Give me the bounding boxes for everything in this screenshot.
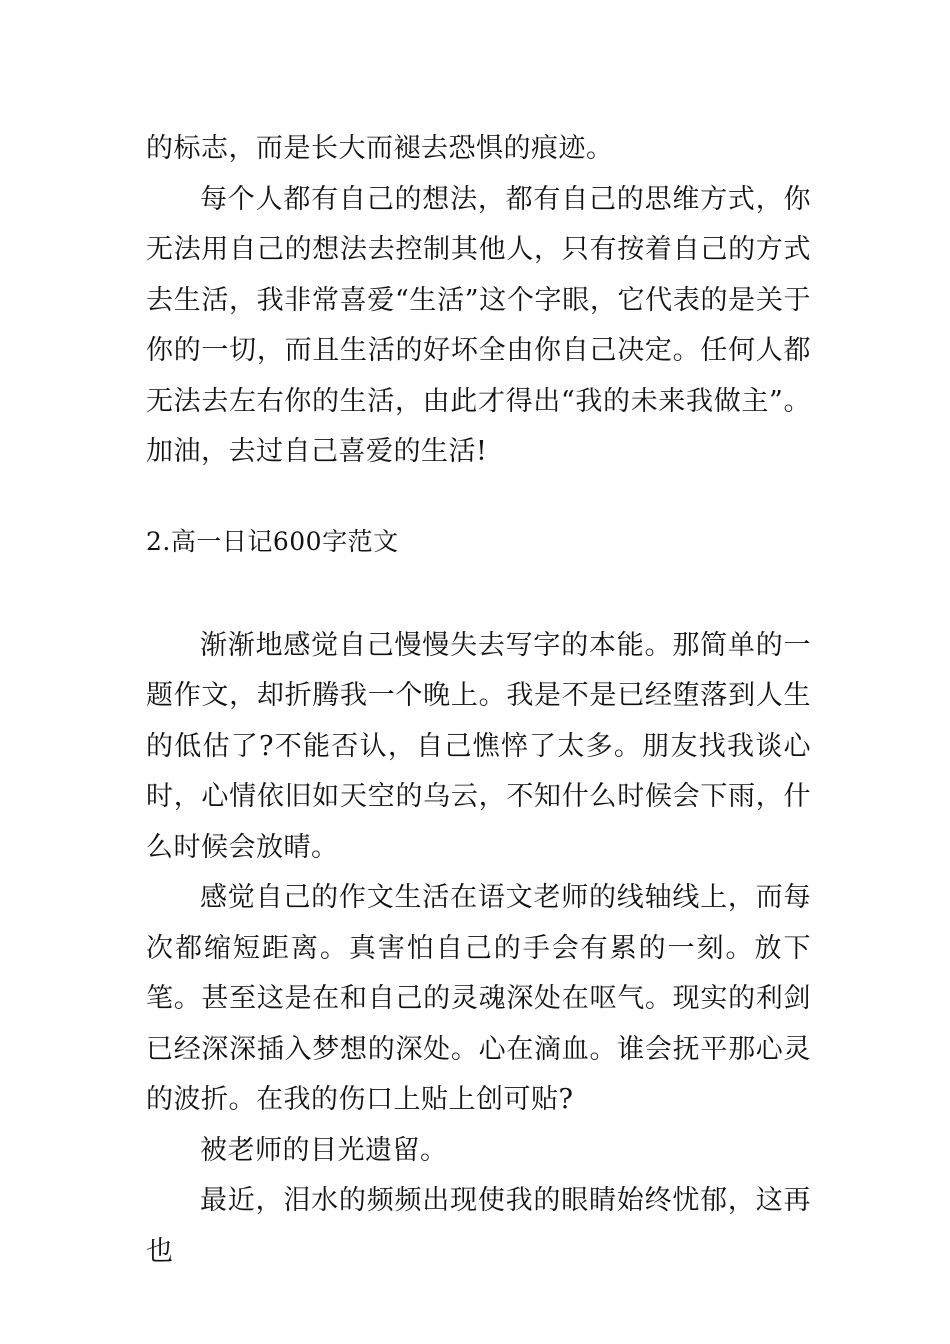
section-spacer [146, 478, 811, 517]
paragraph-losing-writing-instinct: 渐渐地感觉自己慢慢失去写字的本能。那简单的一题作文，却折腾我一个晚上。我是不是已经堕落到人生的低估了?不能否认，自己憔悴了太多。朋友找我谈心时，心情依旧如天空的乌云，不知什么时候会下雨，什么时候会放晴。 [146, 629, 811, 863]
section-spacer [146, 567, 811, 621]
document-body [146, 124, 811, 1277]
paragraph-continuation: 的标志，而是长大而褪去恐惧的痕迹。 [146, 133, 614, 164]
paragraph-teacher-gaze: 被老师的目光遗留。 [200, 1134, 448, 1166]
paragraph-way-of-life: 每个人都有自己的想法，都有自己的思维方式，你无法用自己的想法去控制其他人，只有按着自己的方式去生活，我非常喜爱“生活”这个字眼，它代表的是关于你的一切，而且生活的好坏全由你自己决定。任何人都无法去左右你的生活，由此才得出“我的未来我做主”。加油，去过自己喜爱的生活! [146, 183, 811, 467]
paragraph-tears: 最近，泪水的频频出现使我的眼睛始终忧郁，这再也 [146, 1185, 811, 1267]
paragraph-composition-life: 感觉自己的作文生活在语文老师的线轴线上，而每次都缩短距离。真害怕自己的手会有累的一刻。放下笔。甚至这是在和自己的灵魂深处在呕气。现实的利剑已经深深插入梦想的深处。心在滴血。谁会抚平那心灵的波折。在我的伤口上贴上创可贴? [146, 882, 811, 1115]
section-heading: 2.高一日记600字范文 [146, 526, 399, 556]
